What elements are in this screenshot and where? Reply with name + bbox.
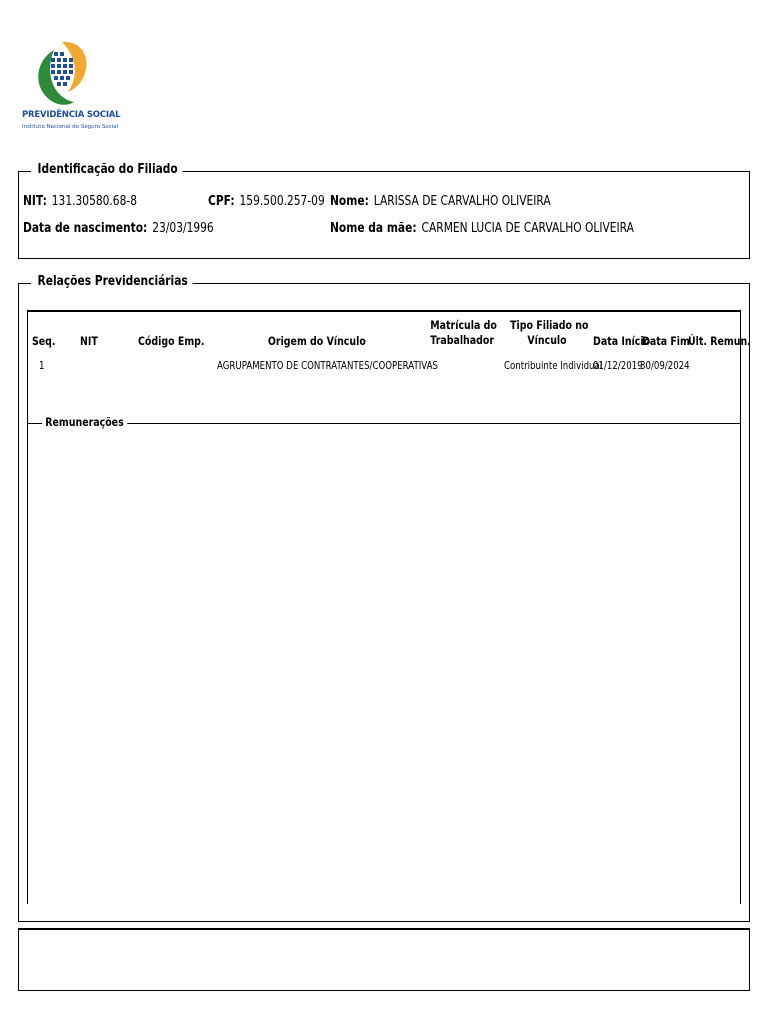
previdencia-logo — [20, 38, 121, 138]
logo-subtitle: Instituto Nacional do Seguro Social — [22, 124, 119, 130]
nascimento-field — [23, 221, 214, 236]
previdencia-emblem-icon — [32, 38, 92, 108]
nome-label: Nome: — [330, 194, 369, 209]
mae-label: Nome da mãe: — [330, 221, 417, 236]
header-matricula — [430, 318, 497, 348]
header-seq: Seq. — [32, 334, 56, 348]
nome-field — [330, 194, 551, 209]
row-fim: 30/09/2024 — [640, 360, 690, 372]
relacoes-section — [18, 274, 751, 922]
nome-value: LARISSA DE CARVALHO OLIVEIRA — [373, 194, 551, 209]
header-matricula-line2: Trabalhador — [430, 333, 495, 347]
row-inicio: 01/12/2019 — [593, 360, 643, 372]
header-tipo — [510, 318, 589, 348]
identificacao-section — [18, 162, 750, 259]
footer-box — [18, 928, 750, 991]
header-nit: NIT — [80, 334, 98, 348]
header-fim: Data Fim — [642, 334, 690, 348]
header-codigo: Código Emp. — [138, 334, 205, 348]
cpf-value: 159.500.257-09 — [239, 194, 325, 209]
relacoes-table — [27, 310, 751, 904]
row-origem: AGRUPAMENTO DE CONTRATANTES/COOPERATIVAS — [217, 360, 439, 372]
relacoes-title: Relações Previdenciárias — [31, 274, 193, 289]
header-ult: Últ. Remun. — [688, 334, 751, 348]
mae-value: CARMEN LUCIA DE CARVALHO OLIVEIRA — [421, 221, 634, 236]
nit-value: 131.30580.68-8 — [51, 194, 137, 209]
nascimento-value: 23/03/1996 — [152, 221, 214, 236]
nit-field — [23, 194, 137, 209]
nascimento-label: Data de nascimento: — [23, 221, 148, 236]
row-tipo: Contribuinte Individual — [504, 360, 603, 372]
header-inicio: Data Início — [593, 334, 651, 348]
row-seq: 1 — [39, 360, 45, 372]
cpf-label: CPF: — [208, 194, 235, 209]
cpf-field — [208, 194, 325, 209]
header-origem: Origem do Vínculo — [267, 334, 366, 348]
remuneracoes-divider — [28, 423, 740, 424]
nit-label: NIT: — [23, 194, 47, 209]
remuneracoes-title: Remunerações — [42, 415, 127, 429]
identificacao-title: Identificação do Filiado — [31, 162, 183, 177]
mae-field — [330, 221, 634, 236]
logo-name: PREVIDÊNCIA SOCIAL — [22, 110, 121, 120]
header-tipo-line2: Vínculo — [527, 333, 567, 347]
header-matricula-line1: Matrícula do — [430, 318, 497, 332]
header-tipo-line1: Tipo Filiado no — [510, 318, 589, 332]
